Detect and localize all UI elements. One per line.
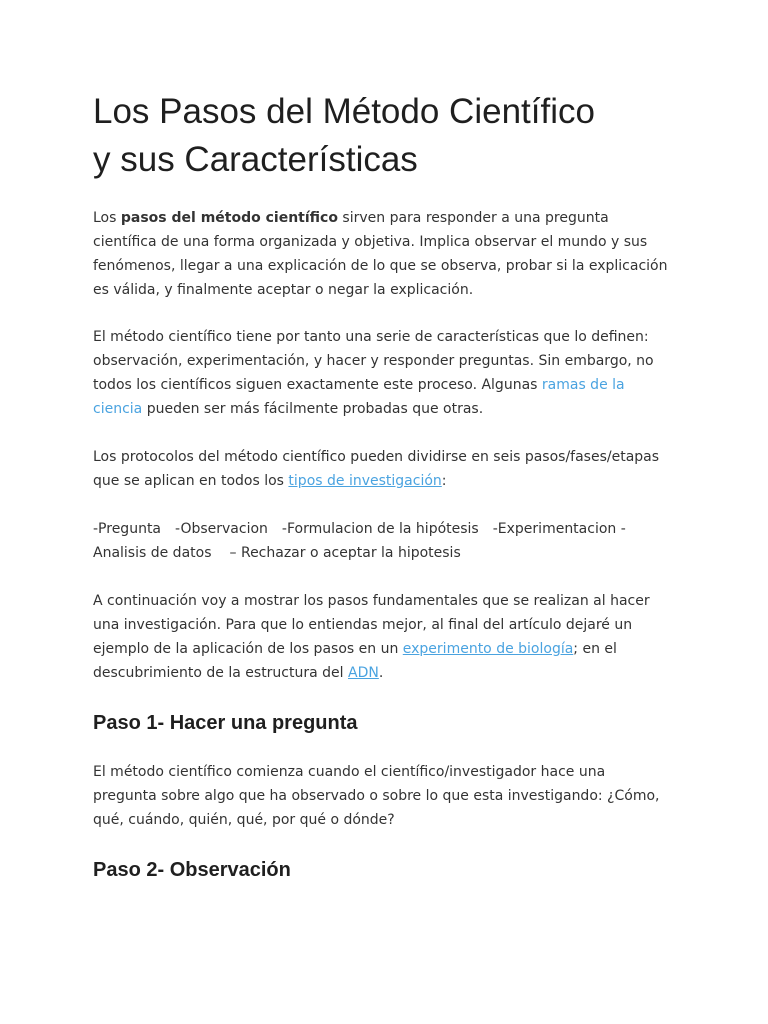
title-line-1: Los Pasos del Método Científico xyxy=(93,92,595,131)
page-title xyxy=(93,88,672,184)
step-rechazar-aceptar: – Rechazar o aceptar la hipotesis xyxy=(229,545,461,561)
adn-link[interactable]: ADN xyxy=(348,665,379,681)
tipos-de-investigacion-link[interactable]: tipos de investigación xyxy=(288,473,442,489)
characteristics-text-post: pueden ser más fácilmente probadas que otras. xyxy=(142,401,484,417)
section-heading-paso-2: Paso 2- Observación xyxy=(93,859,291,881)
step-observacion: -Observacion xyxy=(175,521,268,537)
continuation-text-pre: A continuación voy a mostrar los pasos fundamentales que se realizan al hacer una investigación. Para que lo entiendas mejor, al final del artículo dejaré un ejemplo de la aplicación de los pasos en un xyxy=(93,593,650,657)
steps-list xyxy=(93,517,672,565)
protocols-text-post: : xyxy=(441,473,447,489)
section-heading-paso-1: Paso 1- Hacer una pregunta xyxy=(93,712,358,734)
characteristics-text-pre: El método científico tiene por tanto una serie de características que lo definen: observación, experimentación, y hacer y responder preguntas. Sin embargo, no todos los científicos siguen exactamente este proceso. Algunas xyxy=(93,329,654,393)
step-pregunta: -Pregunta xyxy=(93,521,162,537)
intro-text-pre: Los xyxy=(93,210,121,226)
continuation-text-mid: ; en el descubrimiento de la estructura del xyxy=(93,641,617,681)
protocols-paragraph xyxy=(93,445,672,493)
intro-text-post: sirven para responder a una pregunta científica de una forma organizada y objetiva. Implica observar el mundo y sus fenómenos, llegar a una explicación de lo que se observa, probar si la explicación es válida, y finalmente aceptar o negar la explicación. xyxy=(93,210,668,298)
experimento-de-biologia-link[interactable]: experimento de biología xyxy=(402,641,574,657)
step-formulacion: -Formulacion de la hipótesis xyxy=(281,521,479,537)
intro-bold-term: pasos del método científico xyxy=(120,210,338,226)
characteristics-paragraph xyxy=(93,325,672,421)
continuation-text-post: . xyxy=(378,665,384,681)
protocols-text-pre: Los protocolos del método científico pueden dividirse en seis pasos/fases/etapas que se aplican en todos los xyxy=(93,449,660,489)
intro-paragraph xyxy=(93,206,672,302)
continuation-paragraph xyxy=(93,589,672,685)
ramas-de-la-ciencia-link[interactable]: ramas de la ciencia xyxy=(93,377,625,417)
title-line-2: y sus Características xyxy=(93,140,418,179)
paso-1-paragraph: El método científico comienza cuando el científico/investigador hace una pregunta sobre algo que ha observado o sobre lo que esta investigando: ¿Cómo, qué, cuándo, quién, qué, por qué o dónde? xyxy=(93,764,660,828)
step-analisis: Analisis de datos xyxy=(93,545,212,561)
step-experimentacion: -Experimentacion - xyxy=(492,521,626,537)
